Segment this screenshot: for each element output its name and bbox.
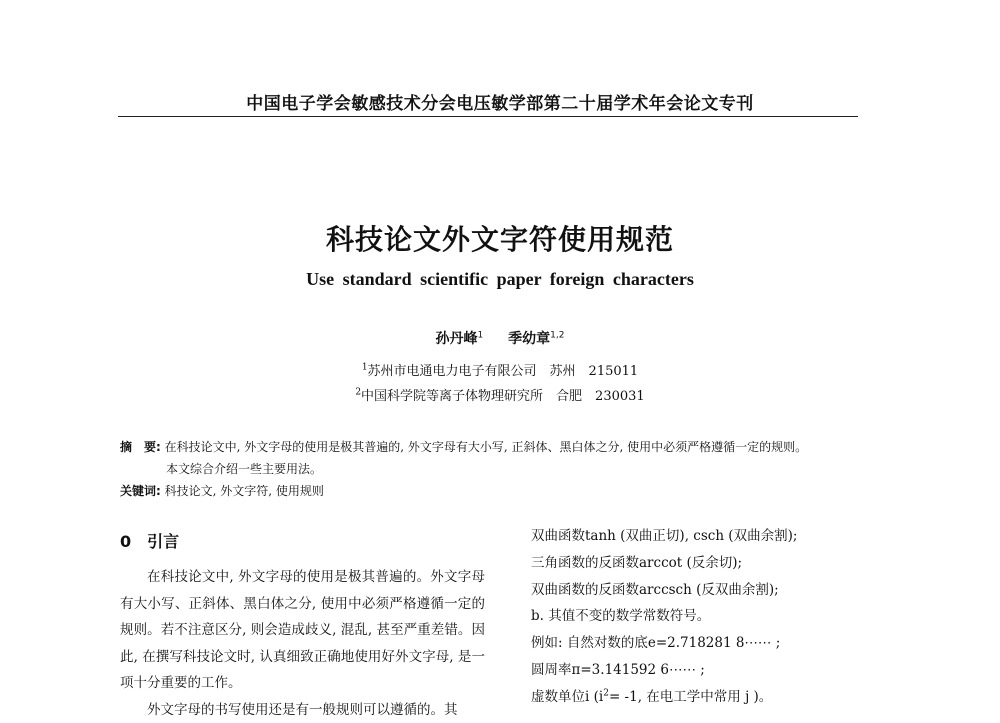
keywords-text: 科技论文, 外文字符, 使用规则: [165, 484, 324, 498]
author-affil-mark: 1,2: [550, 330, 564, 340]
abstract-line: [120, 458, 860, 480]
superscript: 2: [603, 688, 609, 698]
affiliation-text: 苏州市电通电力电子有限公司 苏州 215011: [368, 364, 639, 379]
body-line: 圆周率π=3.141592 6⋯⋯ ;: [531, 657, 861, 684]
left-column: [120, 529, 485, 723]
body-line-imaginary-unit: [531, 684, 861, 711]
abstract-block: [120, 436, 860, 502]
paper-title-en: Use standard scientific paper foreign characters: [0, 269, 1000, 290]
body-paragraph: 外文字母的书写使用还是有一般规则可以遵循的。其: [120, 697, 485, 723]
author-affil-mark: 1: [478, 330, 484, 340]
affiliation-mark: 1: [362, 363, 368, 373]
body-line: 双曲函数的反函数arccsch (反双曲余割);: [531, 577, 861, 604]
abstract-label: 摘 要:: [120, 440, 161, 454]
journal-header-title: 中国电子学会敏感技术分会电压敏学部第二十届学术年会论文专刊: [0, 89, 1000, 114]
affiliation-mark: 2: [355, 388, 361, 398]
author-list: [0, 328, 1000, 348]
abstract-text-cont: 本文综合介绍一些主要用法。: [166, 462, 322, 476]
body-line: 例如: 自然对数的底e=2.718281 8⋯⋯ ;: [531, 630, 861, 657]
body-paragraph: 在科技论文中, 外文字母的使用是极其普遍的。外文字母有大小写、正斜体、黑白体之分, 使用中必须严格遵循一定的规则。若不注意区分, 则会造成歧义, 混乱, 甚至严重差错。因此, 在撰写科技论文时, 认真细致正确地使用好外文字母, 是一项十分重要的工作。: [120, 564, 485, 697]
affiliation: [0, 385, 1000, 404]
right-column: [531, 523, 861, 711]
affiliation-text: 中国科学院等离子体物理研究所 合肥 230031: [361, 389, 645, 404]
section-heading-intro: 0 引言: [120, 529, 485, 552]
keywords-label: 关键词:: [120, 484, 161, 498]
text-fragment: 虚数单位i (i: [531, 689, 603, 705]
text-fragment: = -1, 在电工学中常用 j )。: [609, 689, 772, 705]
keywords-line: [120, 480, 860, 502]
affiliation: [0, 360, 1000, 379]
author: [508, 328, 564, 348]
author-name: 孙丹峰: [436, 331, 478, 347]
paper-title-zh: 科技论文外文字符使用规范: [0, 218, 1000, 258]
abstract-line: [120, 436, 860, 458]
author: [436, 328, 484, 348]
body-line: 双曲函数tanh (双曲正切), csch (双曲余割);: [531, 523, 861, 550]
body-line: 三角函数的反函数arccot (反余切);: [531, 550, 861, 577]
header-rule: [118, 116, 858, 117]
body-line: b. 其值不变的数学常数符号。: [531, 603, 861, 630]
abstract-text: 在科技论文中, 外文字母的使用是极其普遍的, 外文字母有大小写, 正斜体、黑白体之分, 使用中必须严格遵循一定的规则。: [165, 440, 808, 454]
author-name: 季幼章: [508, 331, 550, 347]
